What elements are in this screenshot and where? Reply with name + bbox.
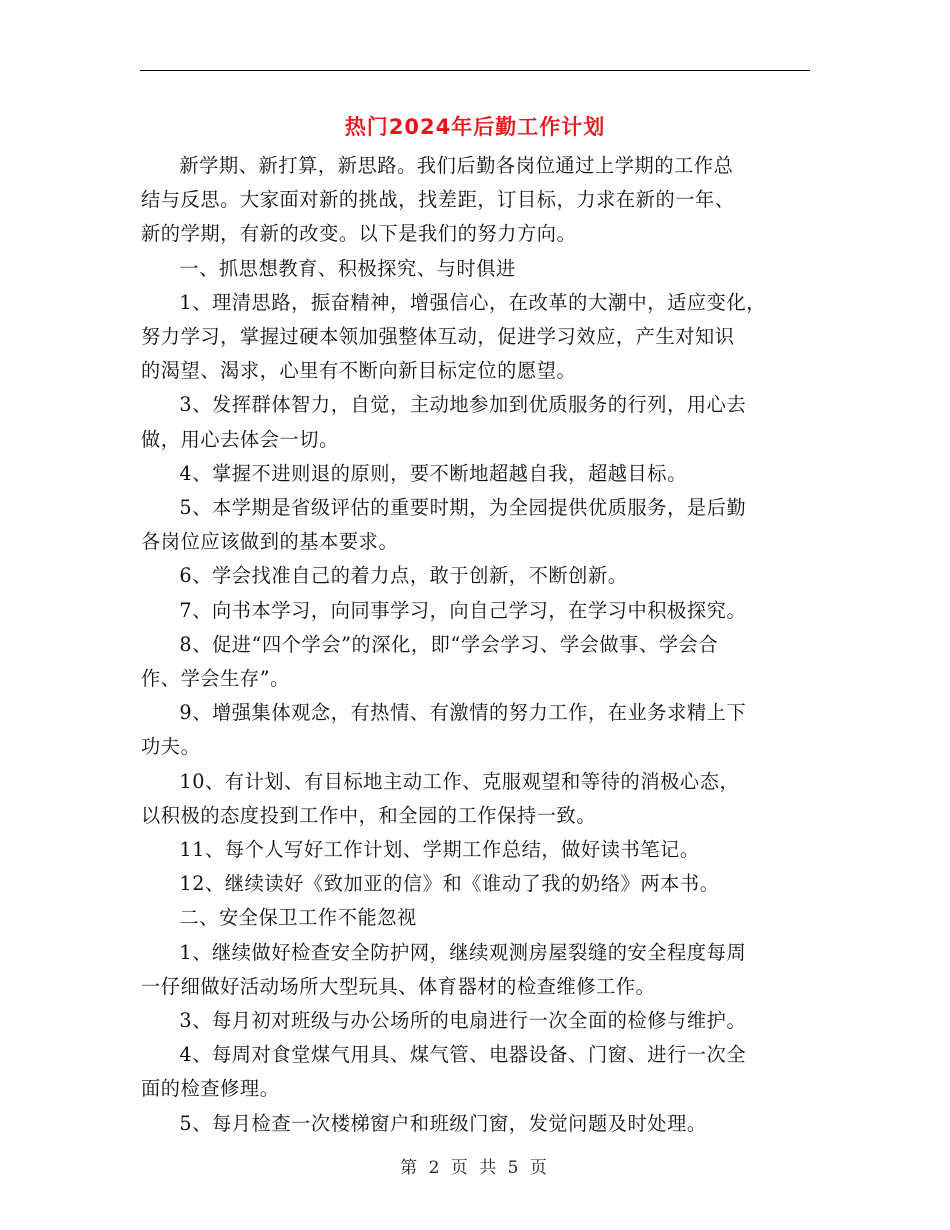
document-title: 热门2024年后勤工作计划 [344, 115, 606, 139]
paragraph-item: 3、发挥群体智力，自觉，主动地参加到优质服务的行列，用心去 做，用心去体会一切。 [141, 393, 747, 451]
paragraph-item: 10、有计划、有目标地主动工作、克服观望和等待的消极心态， 以积极的态度投到工作中，和全园的工作保持一致。 [141, 769, 740, 827]
paragraph-item: 1、继续做好检查安全防护网，继续观测房屋裂缝的安全程度每周 一仔细做好活动场所大型玩具、体育器材的检查维修工作。 [141, 940, 747, 998]
section-heading-2: 二、安全保卫工作不能忽视 [179, 906, 417, 930]
document-body [141, 149, 811, 1141]
paragraph-item: 5、本学期是省级评估的重要时期，为全园提供优质服务，是后勤 各岗位应该做到的基本要求。 [141, 496, 747, 554]
paragraph-item: 4、掌握不进则退的原则，要不断地超越自我，超越目标。 [179, 461, 687, 485]
paragraph-item: 4、每周对食堂煤气用具、煤气管、电器设备、门窗、进行一次全 面的检查修理。 [141, 1043, 747, 1101]
paragraph-item: 1、理清思路，振奋精神，增强信心，在改革的大潮中，适应变化， 努力学习，掌握过硬本领加强整体互动，促进学习效应，产生对知识 的渴望、渴求，心里有不断向新目标定位的愿望。 [141, 290, 767, 383]
paragraph-item: 5、每月检查一次楼梯窗户和班级门窗，发觉问题及时处理。 [179, 1111, 707, 1135]
paragraph-item: 8、促进“四个学会”的深化，即“学会学习、学会做事、学会合 作、学会生存”。 [141, 632, 719, 691]
header-rule [140, 70, 810, 71]
paragraph-item: 3、每月初对班级与办公场所的电扇进行一次全面的检修与维护。 [179, 1009, 747, 1033]
paragraph-item: 12、继续读好《致加亚的信》和《谁动了我的奶络》两本书。 [179, 872, 720, 896]
section-heading-1: 一、抓思想教育、积极探究、与时俱进 [179, 256, 516, 280]
paragraph-intro: 新学期、新打算，新思路。我们后勤各岗位通过上学期的工作总 结与反思。大家面对新的挑战，找差距，订目标，力求在新的一年、 新的学期，有新的改变。以下是我们的努力方向。 [141, 154, 735, 246]
paragraph-item: 11、每个人写好工作计划、学期工作总结，做好读书笔记。 [179, 838, 700, 862]
paragraph-item: 9、增强集体观念，有热情、有激情的努力工作，在业务求精上下 功夫。 [141, 701, 747, 759]
paragraph-item: 7、向书本学习，向同事学习，向自己学习，在学习中积极探究。 [179, 598, 747, 622]
paragraph-item: 6、学会找准自己的着力点，敢于创新，不断创新。 [179, 564, 628, 588]
page-footer: 第 2 页 共 5 页 [400, 1158, 550, 1178]
